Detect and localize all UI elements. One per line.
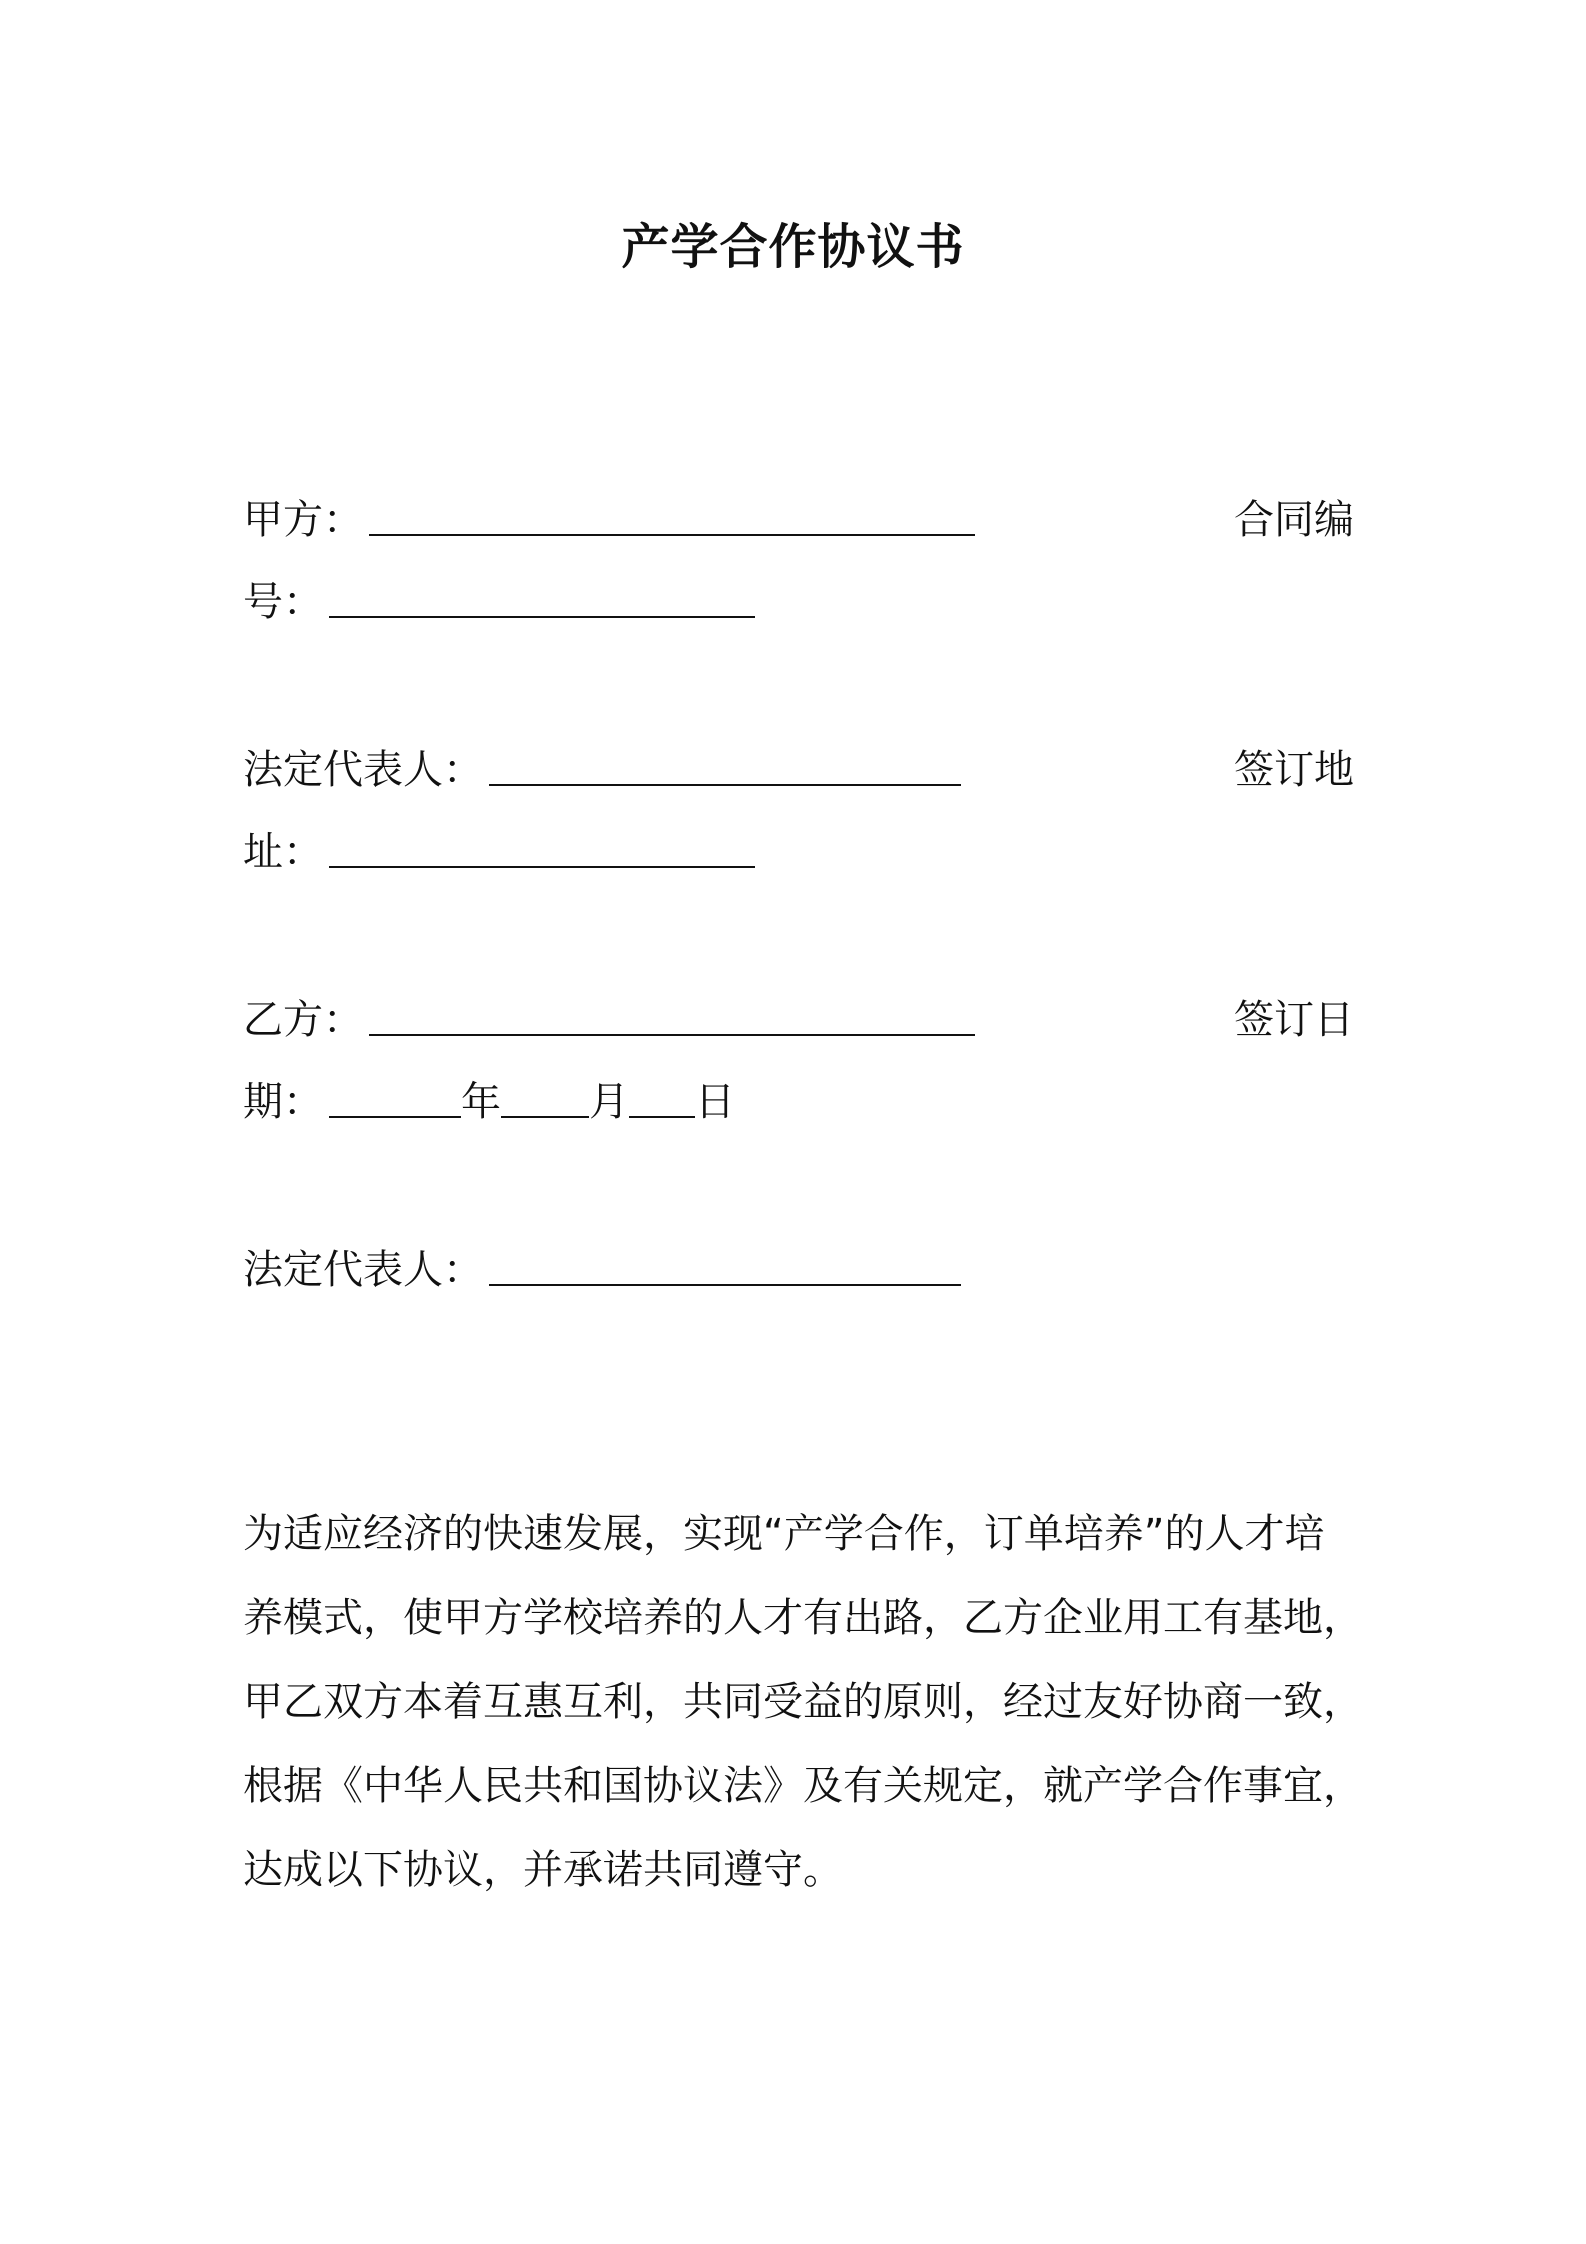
sign-date-year-blank[interactable] (329, 1072, 461, 1118)
sign-date-day-label: 日 (695, 1079, 735, 1125)
paragraph-line: 为适应经济的快速发展，实现“产学合作，订单培养”的人才培 (243, 1511, 1325, 1557)
sign-place-blank[interactable] (329, 822, 755, 868)
paragraph-line: 甲乙双方本着互惠互利，共同受益的原则，经过友好协商一致， (243, 1679, 1363, 1725)
legal-rep-b-label: 法定代表人： (243, 1247, 483, 1293)
party-a-blank[interactable] (369, 490, 975, 536)
party-a-label: 甲方： (243, 497, 363, 543)
legal-rep-a-blank[interactable] (489, 740, 961, 786)
paragraph-line: 根据《中华人民共和国协议法》及有关规定，就产学合作事宜， (243, 1763, 1363, 1809)
sign-date-month-blank[interactable] (501, 1072, 589, 1118)
sign-place-label-part1: 签订地 (1234, 747, 1354, 793)
party-a-field (243, 490, 975, 550)
legal-rep-a-field (243, 740, 961, 800)
contract-no-label-part2: 号： (243, 579, 323, 625)
sign-place-label-part2: 址： (243, 829, 323, 875)
party-b-blank[interactable] (369, 990, 975, 1036)
party-b-label: 乙方： (243, 997, 363, 1043)
sign-date-month-label: 月 (589, 1079, 629, 1125)
legal-rep-b-blank[interactable] (489, 1240, 961, 1286)
document-title: 产学合作协议书 (621, 219, 965, 275)
sign-date-label-part1: 签订日 (1234, 997, 1354, 1043)
sign-date-day-blank[interactable] (629, 1072, 695, 1118)
legal-rep-b-field (243, 1240, 961, 1300)
preamble-paragraph (243, 1492, 1363, 1912)
contract-no-blank[interactable] (329, 572, 755, 618)
paragraph-line: 达成以下协议，并承诺共同遵守。 (243, 1847, 843, 1893)
contract-no-label-part1: 合同编 (1234, 497, 1354, 543)
paragraph-line: 养模式，使甲方学校培养的人才有出路，乙方企业用工有基地， (243, 1595, 1363, 1641)
contract-no-field (243, 572, 755, 632)
legal-rep-a-label: 法定代表人： (243, 747, 483, 793)
party-b-field (243, 990, 975, 1050)
sign-date-year-label: 年 (461, 1079, 501, 1125)
sign-place-field (243, 822, 755, 882)
sign-date-label-part2: 期： (243, 1079, 323, 1125)
sign-date-field (243, 1072, 735, 1132)
